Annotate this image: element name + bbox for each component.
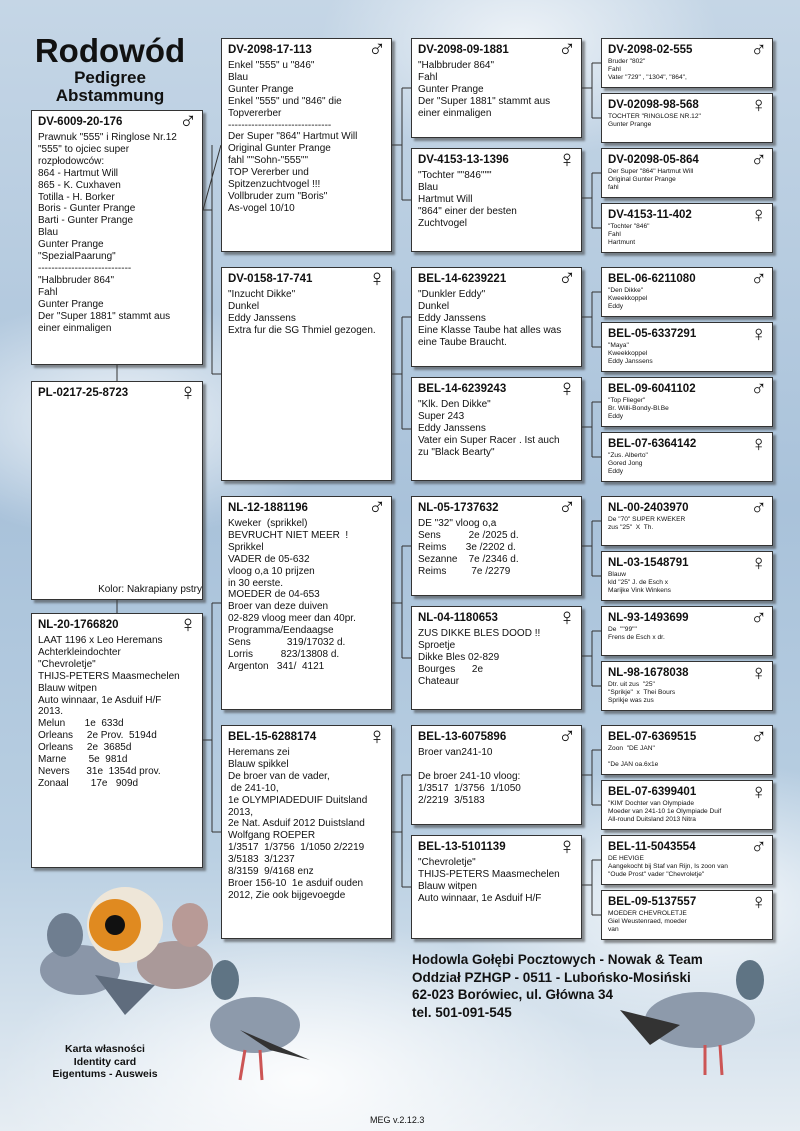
card-line: Sezanne 7e /2346 d.	[418, 553, 519, 565]
breeder-phone: tel. 501-091-545	[412, 1004, 512, 1020]
card-label-de: Eigentums - Ausweis	[52, 1068, 158, 1080]
card-line: eine Taube Braucht.	[418, 336, 507, 348]
color-note: Kolor: Nakrapiany pstry	[98, 584, 202, 595]
card-line: ----------------------------	[38, 262, 132, 274]
card-label-en: Identity card	[73, 1055, 137, 1068]
card-line: "Den Dikke"	[608, 287, 644, 294]
card-line: zus "25" X Th.	[608, 524, 654, 531]
card-line: Marijke Vink Winkens	[608, 587, 671, 594]
ring-number: NL-05-1737632	[418, 502, 499, 514]
card-line: Fahl	[608, 231, 621, 238]
card-line: vloog o,a 10 prijzen	[228, 565, 315, 577]
ring-number: NL-98-1678038	[608, 667, 689, 679]
card-line: "Maya"	[608, 342, 629, 349]
card-line: Blauw	[608, 571, 626, 578]
pigeon-illustration-left	[190, 940, 320, 1090]
pedigree-card[interactable]	[411, 148, 582, 252]
female-symbol-icon: ♀	[750, 551, 767, 575]
card-line: Eddy Janssens	[228, 312, 296, 324]
pedigree-card[interactable]	[411, 496, 582, 596]
card-line: "Inzucht Dikke"	[228, 289, 296, 300]
card-line: "Dunkler Eddy"	[418, 289, 486, 300]
card-line: Bruder "802"	[608, 58, 646, 65]
card-line: Fahl	[38, 286, 58, 298]
pedigree-card[interactable]	[601, 377, 773, 427]
card-line: Frens de Esch x dr.	[608, 634, 665, 641]
card-line: 865 - K. Cuxhaven	[38, 179, 121, 191]
ring-number: BEL-07-6399401	[608, 786, 697, 798]
card-line: Zuchtvogel	[418, 217, 467, 229]
pedigree-card[interactable]	[411, 725, 582, 825]
card-line: 864 - Hartmut Will	[38, 167, 119, 179]
page-title: Rodowód	[34, 32, 186, 69]
pedigree-card[interactable]	[601, 148, 773, 198]
card-line: Dikke Bles 02-829	[418, 651, 500, 663]
ring-number: BEL-13-5101139	[418, 841, 506, 853]
female-symbol-icon: ♀	[368, 267, 386, 292]
ring-number: BEL-07-6364142	[608, 438, 697, 450]
female-symbol-icon: ♀	[368, 725, 386, 750]
breeder-info	[412, 951, 703, 1021]
card-line: Bourges 2e	[418, 663, 484, 675]
ring-number: BEL-14-6239221	[418, 273, 507, 285]
card-line: Chateaur	[418, 675, 460, 687]
card-line: Eddy Janssens	[608, 358, 653, 365]
card-line: -------------------------------	[228, 119, 332, 131]
card-line: Dunkel	[228, 300, 260, 312]
pedigree-card[interactable]	[601, 890, 773, 940]
female-symbol-icon: ♀	[750, 890, 767, 914]
card-line: Eddy	[608, 413, 624, 420]
card-line: "SpezialPaarung"	[38, 251, 116, 263]
male-symbol-icon: ♂	[368, 38, 386, 63]
pedigree-card[interactable]	[411, 606, 582, 710]
card-line: Blauw spikkel	[228, 758, 289, 770]
pedigree-card[interactable]	[411, 38, 582, 138]
card-line: Vollbruder zum "Boris"	[228, 190, 328, 202]
card-line: MOEDER CHEVROLETJE	[608, 910, 687, 917]
card-line: Sens 2e /2025 d.	[418, 529, 519, 541]
card-label-pl: Karta własności	[65, 1043, 145, 1055]
card-line: 2/2219 3/5183	[418, 794, 485, 806]
card-line: fahl	[608, 184, 619, 191]
ring-number: PL-0217-25-8723	[38, 387, 129, 399]
card-line: Wolfgang ROEPER	[228, 830, 316, 842]
card-line: Vater "729" , "1304", "864",	[608, 74, 687, 81]
card-line: Enkel "555" u "846"	[228, 60, 315, 71]
card-line: "De JAN oa.6x1e	[608, 761, 659, 768]
pedigree-card[interactable]	[601, 432, 773, 482]
ring-number: BEL-09-5137557	[608, 896, 697, 908]
card-line: Sens 319/17032 d.	[228, 637, 346, 649]
ring-number: DV-2098-17-113	[228, 44, 312, 56]
card-line: Sprikkel	[228, 541, 264, 553]
ring-number: NL-04-1180653	[418, 612, 498, 624]
card-line: 2012, Zie ook bijgevoegde	[228, 889, 346, 901]
card-line: Melun 1e 633d	[38, 718, 124, 730]
card-line: Barti - Gunter Prange	[38, 215, 134, 227]
card-line: De broer van de vader,	[228, 770, 330, 782]
identity-card-label	[30, 1043, 180, 1081]
pedigree-card[interactable]	[601, 606, 773, 656]
card-line: "555" to ojciec super	[38, 143, 130, 155]
card-line: LAAT 1196 x Leo Heremans	[38, 635, 163, 646]
card-line: Br. Willi-Bondy-Bl.Be	[608, 405, 669, 412]
ring-number: NL-93-1493699	[608, 612, 689, 624]
pedigree-card[interactable]	[221, 38, 392, 252]
female-symbol-icon: ♀	[558, 606, 576, 631]
ring-number: BEL-13-6075896	[418, 731, 507, 743]
card-line: Zonaal 17e 909d	[38, 777, 139, 789]
pedigree-card[interactable]	[221, 267, 392, 481]
card-line: MOEDER de 04-653	[228, 589, 320, 601]
ring-number: DV-02098-98-568	[608, 99, 699, 111]
pedigree-card[interactable]	[601, 835, 773, 885]
page-subtitle-de: Abstammung	[55, 86, 165, 105]
card-line: 2013,	[228, 806, 254, 818]
male-symbol-icon: ♂	[750, 725, 767, 749]
card-line: van	[608, 926, 619, 933]
card-line: DE HEVIGE	[608, 855, 644, 862]
pedigree-card[interactable]	[411, 377, 582, 481]
card-line: "Zus. Alberto"	[608, 452, 648, 459]
card-line: De "70" SUPER KWEKER	[608, 516, 686, 523]
card-line: Blau	[38, 227, 59, 239]
card-line: Gored Jong	[608, 460, 643, 467]
card-line: Broer van deze duiven	[228, 601, 329, 613]
card-line: Nevers 31e 1354d prov.	[38, 765, 161, 777]
pedigree-card[interactable]	[601, 780, 773, 830]
ring-number: DV-6009-20-176	[38, 116, 123, 128]
card-line: "Tochter ""846"""	[418, 170, 492, 181]
ring-number: BEL-07-6369515	[608, 731, 697, 743]
card-line: THIJS-PETERS Maasmechelen	[38, 670, 180, 682]
card-line: Super 243	[418, 410, 465, 422]
female-symbol-icon: ♀	[558, 835, 576, 860]
card-line: Orleans 2e Prov. 5194d	[38, 730, 157, 742]
card-line: einer einmaligen	[38, 322, 112, 334]
card-line: "Chevroletje"	[418, 857, 476, 868]
male-symbol-icon: ♂	[750, 496, 767, 520]
pedigree-card[interactable]	[601, 38, 773, 88]
card-line: De ""99""	[608, 626, 637, 633]
card-line: "Sprikje" x Thei Bours	[608, 689, 676, 696]
female-symbol-icon: ♀	[750, 93, 767, 117]
card-line: zu "Black Bearty"	[418, 446, 495, 458]
card-line: Der "Super 1881" stammt aus	[38, 310, 171, 322]
card-line: Dunkel	[418, 300, 450, 312]
breeder-branch: Oddział PZHGP - 0511 - Lubońsko-Mosiński	[412, 969, 691, 985]
card-line: Der Super "864" Hartmut Will	[228, 131, 358, 143]
card-line: Reims 3e /2202 d.	[418, 541, 516, 553]
female-symbol-icon: ♀	[750, 322, 767, 346]
pedigree-card[interactable]	[601, 661, 773, 711]
female-symbol-icon: ♀	[750, 780, 767, 804]
card-line: "Klk. Den Dikke"	[418, 399, 491, 410]
card-line: 8/3159 9/4168 enz	[228, 866, 314, 878]
card-line: "Tochter "846"	[608, 223, 650, 230]
card-line: fahl ""Sohn-"555""	[228, 155, 309, 167]
card-line: Broer 156-10 1e asduif ouden	[228, 877, 364, 889]
card-line: de 241-10,	[228, 782, 279, 794]
male-symbol-icon: ♂	[750, 606, 767, 630]
card-line: Hartmut Will	[418, 193, 473, 205]
card-line: Kweker (sprikkel)	[228, 518, 308, 529]
pedigree-card[interactable]	[31, 613, 203, 868]
card-line: Original Gunter Prange	[228, 143, 331, 155]
female-symbol-icon: ♀	[179, 613, 197, 638]
card-line: "Halbbruder 864"	[418, 60, 495, 71]
ring-number: BEL-06-6211080	[608, 273, 696, 285]
card-line: in 30 eerste.	[228, 577, 284, 589]
card-line: As-vogel 10/10	[228, 202, 295, 214]
male-symbol-icon: ♂	[750, 148, 767, 172]
card-line: ZUS DIKKE BLES DOOD !!	[418, 628, 541, 639]
card-line: kld "25" J. de Esch x	[608, 579, 669, 586]
card-line: All-round Duitsland 2013 Nitra	[608, 816, 696, 823]
male-symbol-icon: ♂	[368, 496, 386, 521]
page-subtitle-en: Pedigree	[74, 68, 146, 87]
male-symbol-icon: ♂	[750, 38, 767, 62]
card-line: TOCHTER "RINGLOSE NR.12"	[608, 113, 701, 120]
card-line: Gunter Prange	[38, 298, 104, 310]
card-line: "Top Flieger"	[608, 397, 646, 404]
card-line: "864" einer der besten	[418, 205, 517, 217]
card-line: Der "Super 1881" stammt aus	[418, 95, 551, 107]
female-symbol-icon: ♀	[750, 432, 767, 456]
card-line: 1e OLYMPIADEDUIF Duitsland	[228, 794, 368, 806]
pedigree-card[interactable]	[411, 267, 582, 367]
ring-number: DV-4153-13-1396	[418, 154, 509, 166]
card-line: Kweekkoppel	[608, 350, 648, 357]
card-line: DE "32" vloog o,a	[418, 518, 497, 529]
card-line: 1/3517 1/3756 1/1050 2/2219	[228, 842, 365, 854]
pedigree-card[interactable]	[221, 496, 392, 710]
card-line: Sprikje was zus	[608, 697, 654, 704]
card-line: 3/5183 3/1237	[228, 854, 295, 866]
male-symbol-icon: ♂	[750, 835, 767, 859]
male-symbol-icon: ♂	[558, 267, 576, 292]
pedigree-card[interactable]	[221, 725, 392, 939]
pedigree-card[interactable]	[31, 110, 203, 365]
card-line: Gunter Prange	[228, 83, 294, 95]
ring-number: DV-4153-11-402	[608, 209, 692, 221]
card-line: "Halbbruder 864"	[38, 274, 115, 286]
card-line: Blau	[228, 71, 249, 83]
card-line: Auto winnaar, 1e Asduif H/F	[38, 694, 162, 706]
card-line	[418, 759, 575, 771]
ring-number: BEL-15-6288174	[228, 731, 317, 743]
pedigree-card[interactable]	[601, 496, 773, 546]
card-line: Original Gunter Prange	[608, 176, 676, 183]
ring-number: NL-00-2403970	[608, 502, 689, 514]
female-symbol-icon: ♀	[558, 377, 576, 402]
card-line: THIJS-PETERS Maasmechelen	[418, 868, 560, 880]
card-line: Eine Klasse Taube hat alles was	[418, 324, 562, 336]
card-line: Extra fur die SG Thmiel gezogen.	[228, 324, 376, 336]
male-symbol-icon: ♂	[558, 38, 576, 63]
card-line: Fahl	[608, 66, 621, 73]
card-line: Totilla - H. Borker	[38, 191, 115, 203]
card-line: Giel Weustenraed, moeder	[608, 918, 687, 925]
card-line: Aangekocht bij Staf van Rijn, Is zoon van	[608, 863, 728, 870]
male-symbol-icon: ♂	[558, 725, 576, 750]
ring-number: DV-2098-02-555	[608, 44, 693, 56]
card-line: 2e Nat. Asduif 2012 Duistsland	[228, 818, 365, 830]
pedigree-card[interactable]	[601, 551, 773, 601]
card-line: Vater ein Super Racer . Ist auch	[418, 434, 560, 446]
ring-number: BEL-05-6337291	[608, 328, 697, 340]
card-line: Spitzenzuchtvogel !!!	[228, 179, 321, 191]
ring-number: NL-03-1548791	[608, 557, 689, 569]
card-line	[608, 753, 766, 761]
card-line: Achterkleindochter	[38, 646, 121, 658]
male-symbol-icon: ♂	[750, 267, 767, 291]
card-line: Zoon "DE JAN"	[608, 745, 655, 752]
card-line: Blauw witpen	[38, 682, 97, 694]
breeder-address: 62-023 Borówiec, ul. Główna 34	[412, 987, 614, 1002]
pedigree-card[interactable]	[601, 93, 773, 143]
card-line: Dtr. uit zus "25"	[608, 681, 655, 688]
ring-number: BEL-11-5043554	[608, 841, 696, 853]
card-line: Eddy Janssens	[418, 312, 486, 324]
card-line: Eddy	[608, 468, 624, 475]
card-line: "Oude Prost" vader "Chevroletje"	[608, 871, 705, 878]
card-line: Orleans 2e 3685d	[38, 742, 132, 754]
card-line: Sproetje	[418, 639, 456, 651]
pedigree-card[interactable]	[601, 203, 773, 253]
male-symbol-icon: ♂	[179, 110, 197, 135]
card-line: Der Super "864" Hartmut Will	[608, 168, 694, 175]
card-line: VADER de 05-632	[228, 553, 310, 565]
card-line: Argenton 341/ 4121	[228, 660, 325, 672]
card-line: Broer van241-10	[418, 747, 493, 758]
pedigree-card[interactable]	[31, 381, 203, 600]
card-line: Enkel "555" und "846" die	[228, 95, 342, 107]
card-line: BEVRUCHT NIET MEER !	[228, 529, 349, 541]
female-symbol-icon: ♀	[750, 661, 767, 685]
card-line: 02-829 vloog meer dan 40pr.	[228, 613, 356, 625]
card-line: Eddy Janssens	[418, 422, 486, 434]
card-line: "KIM' Dochter van Olympiade	[608, 800, 695, 807]
card-line: Heremans zei	[228, 747, 290, 758]
ring-number: BEL-14-6239243	[418, 383, 507, 395]
card-line: Reims 7e /2279	[418, 565, 511, 577]
card-line: 1/3517 1/3756 1/1050	[418, 782, 521, 794]
card-line: einer einmaligen	[418, 107, 492, 119]
ring-number: NL-12-1881196	[228, 502, 308, 514]
female-symbol-icon: ♀	[179, 381, 197, 406]
card-line: De broer 241-10 vloog:	[418, 770, 521, 782]
male-symbol-icon: ♂	[750, 377, 767, 401]
card-line: rozpłodowców:	[38, 155, 105, 167]
pedigree-card[interactable]	[601, 725, 773, 775]
version-label: MEG v.2.12.3	[370, 1115, 425, 1125]
ring-number: BEL-09-6041102	[608, 383, 696, 395]
card-line: Auto winnaar, 1e Asduif H/F	[418, 892, 542, 904]
female-symbol-icon: ♀	[558, 148, 576, 173]
card-line: Gunter Prange	[608, 121, 652, 128]
male-symbol-icon: ♂	[558, 496, 576, 521]
ring-number: NL-20-1766820	[38, 619, 119, 631]
card-line: Blau	[418, 181, 439, 193]
ring-number: DV-0158-17-741	[228, 273, 313, 285]
card-line: 2013.	[38, 706, 64, 718]
ring-number: DV-02098-05-864	[608, 154, 699, 166]
card-line: Fahl	[418, 71, 438, 83]
card-line: Kweekkoppel	[608, 295, 648, 302]
pedigree-card[interactable]	[601, 267, 773, 317]
card-line: Eddy	[608, 303, 624, 310]
breeder-name: Hodowla Gołębi Pocztowych - Nowak & Team	[412, 952, 703, 967]
card-line: Moeder van 241-10 1e Olympiade Duif	[608, 808, 722, 815]
pedigree-card[interactable]	[411, 835, 582, 939]
card-line: Gunter Prange	[38, 239, 104, 251]
card-line: TOP Vererber und	[228, 167, 309, 179]
card-line: Marne 5e 981d	[38, 754, 128, 766]
card-line: Programma/Eendaagse	[228, 625, 334, 637]
card-line: Blauw witpen	[418, 880, 477, 892]
card-line: "Chevroletje"	[38, 658, 96, 670]
card-line: Lorris 823/13808 d.	[228, 648, 340, 660]
ring-number: DV-2098-09-1881	[418, 44, 509, 56]
pedigree-card[interactable]	[601, 322, 773, 372]
card-line: Prawnuk "555" i Ringlose Nr.12	[38, 132, 177, 143]
female-symbol-icon: ♀	[750, 203, 767, 227]
card-line: Boris - Gunter Prange	[38, 203, 136, 215]
card-line: Gunter Prange	[418, 83, 484, 95]
card-line: Hartmunt	[608, 239, 636, 246]
card-line: Topvererber	[228, 107, 282, 119]
